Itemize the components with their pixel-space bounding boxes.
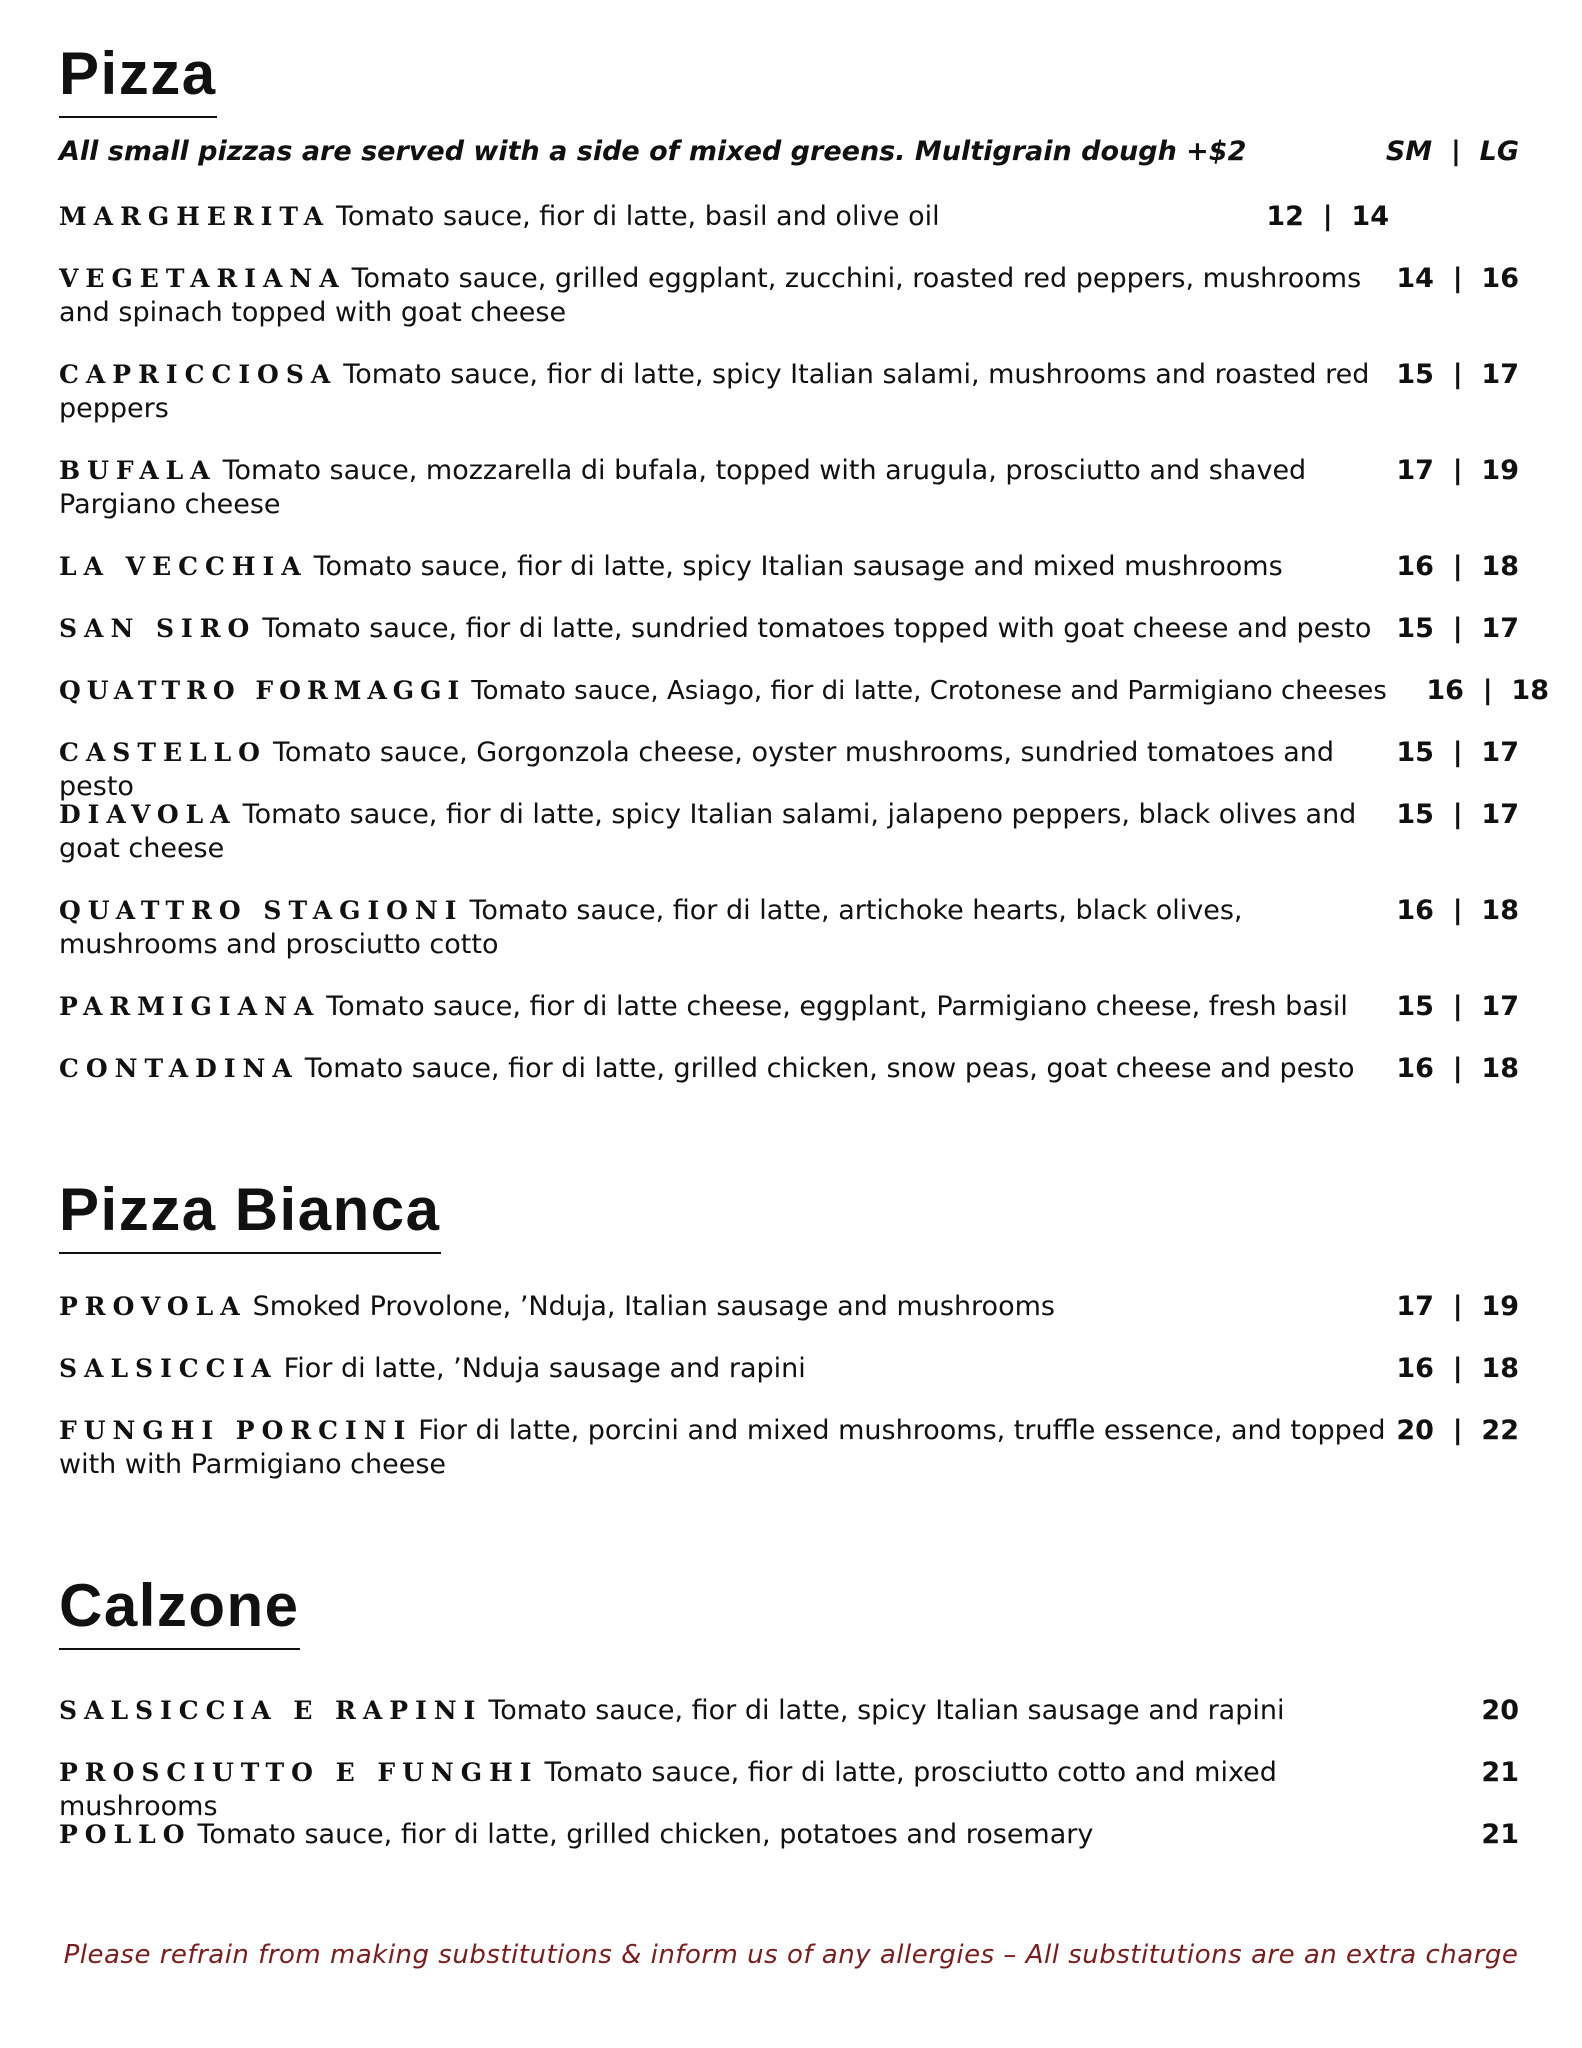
- menu-item-text: [59, 1352, 1389, 1386]
- menu-item-desc: Tomato sauce, fior di latte, sundried tomatoes topped with goat cheese and pesto: [262, 613, 1372, 644]
- calzone-heading: Calzone: [59, 1576, 300, 1650]
- menu-item-name: PARMIGIANA: [59, 992, 321, 1021]
- menu-item-price: 17 | 19: [1396, 455, 1519, 486]
- menu-item-desc: Tomato sauce, fior di latte, basil and olive oil: [335, 201, 940, 232]
- menu-item-price: 16 | 18: [1396, 1353, 1519, 1384]
- menu-item-price: 16 | 18: [1396, 551, 1519, 582]
- menu-item-price: 17 | 19: [1396, 1291, 1519, 1322]
- pizza-note: All small pizzas are served with a side of mixed greens. Multigrain dough +$2: [59, 136, 1247, 167]
- menu-item-desc: Tomato sauce, fior di latte, prosciutto cotto and mixed mushrooms: [59, 1757, 1277, 1822]
- menu-item-name: POLLO: [59, 1820, 192, 1849]
- menu-item-desc: Tomato sauce, fior di latte, spicy Italian sausage and mixed mushrooms: [313, 551, 1283, 582]
- menu-item-name: CONTADINA: [59, 1054, 299, 1083]
- menu-item-text: [59, 262, 1389, 330]
- menu-item-text: [59, 1052, 1389, 1086]
- menu-item-name: SAN SIRO: [59, 614, 257, 643]
- menu-item: [59, 1694, 1519, 1728]
- pizza-note-row: [59, 136, 1519, 167]
- menu-item: [59, 798, 1519, 866]
- menu-item: [59, 674, 1549, 708]
- menu-item-desc: Tomato sauce, fior di latte, spicy Italian sausage and rapini: [488, 1695, 1285, 1726]
- menu-item-price: 16 | 18: [1396, 895, 1519, 926]
- menu-item-desc: Fior di latte, porcini and mixed mushrooms, truffle essence, and topped with with Parmigiano cheese: [59, 1415, 1386, 1480]
- menu-item: [59, 736, 1519, 804]
- menu-item-desc: Tomato sauce, fior di latte, grilled chicken, potatoes and rosemary: [197, 1819, 1094, 1850]
- menu-item-desc: Smoked Provolone, ’Nduja, Italian sausage and mushrooms: [252, 1291, 1055, 1322]
- menu-item-text: [59, 550, 1389, 584]
- menu-item-name: QUATTRO STAGIONI: [59, 896, 464, 925]
- menu-item-name: MARGHERITA: [59, 202, 330, 231]
- menu-item-text: [59, 200, 1389, 234]
- menu-item-name: PROSCIUTTO E FUNGHI: [59, 1758, 539, 1787]
- menu-item-name: SALSICCIA: [59, 1354, 278, 1383]
- menu-item-price: 15 | 17: [1396, 613, 1519, 644]
- menu-item-name: LA VECCHIA: [59, 552, 308, 581]
- menu-item-text: [59, 894, 1389, 962]
- menu-item-price: 15 | 17: [1396, 359, 1519, 390]
- menu-item-desc: Fior di latte, ’Nduja sausage and rapini: [283, 1353, 806, 1384]
- menu-item: [59, 1290, 1519, 1324]
- pizza-heading: Pizza: [59, 44, 217, 118]
- menu-item: [59, 262, 1519, 330]
- menu-item-name: SALSICCIA E RAPINI: [59, 1696, 483, 1725]
- menu-item: [59, 550, 1519, 584]
- menu-item-price: 15 | 17: [1396, 799, 1519, 830]
- menu-item-price: 15 | 17: [1396, 991, 1519, 1022]
- menu-item-text: [59, 358, 1389, 426]
- menu-item-text: [59, 454, 1389, 522]
- menu-item-text: [59, 798, 1389, 866]
- menu-item-name: FUNGHI PORCINI: [59, 1416, 413, 1445]
- footer-notice: Please refrain from making substitutions & inform us of any allergies – All substitutions are an extra charge: [63, 1940, 1519, 1970]
- menu-item-price: 16 | 18: [1426, 675, 1549, 706]
- menu-item-desc: Tomato sauce, mozzarella di bufala, topped with arugula, prosciutto and shaved Pargiano cheese: [59, 455, 1307, 520]
- menu-item: [59, 1756, 1519, 1824]
- menu-item-name: VEGETARIANA: [59, 264, 346, 293]
- menu-item: [59, 612, 1519, 646]
- pizza-section: [59, 40, 1519, 167]
- menu-item-name: QUATTRO FORMAGGI: [59, 676, 466, 705]
- menu-item-desc: Tomato sauce, fior di latte cheese, eggplant, Parmigiano cheese, fresh basil: [326, 991, 1348, 1022]
- menu-item: [59, 358, 1519, 426]
- menu-item: [59, 1052, 1519, 1086]
- menu-item-text: [59, 1694, 1389, 1728]
- menu-item-price: 20 | 22: [1396, 1415, 1519, 1446]
- menu-item-text: [59, 990, 1389, 1024]
- menu-item: [59, 894, 1519, 962]
- menu-item-text: [59, 1756, 1389, 1824]
- menu-item-text: [59, 736, 1389, 804]
- menu-item-text: [59, 1290, 1389, 1324]
- menu-item: [59, 1414, 1519, 1482]
- menu-item-price: 15 | 17: [1396, 737, 1519, 768]
- menu-item-name: BUFALA: [59, 456, 217, 485]
- menu-item: [59, 1818, 1519, 1852]
- menu-item-desc: Tomato sauce, fior di latte, spicy Italian salami, mushrooms and roasted red peppers: [59, 359, 1370, 424]
- menu-item-name: DIAVOLA: [59, 800, 237, 829]
- menu-item-price: 16 | 18: [1396, 1053, 1519, 1084]
- bianca-heading: Pizza Bianca: [59, 1180, 441, 1254]
- menu-item-price: 14 | 16: [1396, 263, 1519, 294]
- menu-item-text: [59, 1818, 1389, 1852]
- menu-item-name: PROVOLA: [59, 1292, 247, 1321]
- menu-item-desc: Tomato sauce, Gorgonzola cheese, oyster mushrooms, sundried tomatoes and pesto: [59, 737, 1335, 802]
- menu-item: [59, 990, 1519, 1024]
- menu-item-price: 21: [1481, 1819, 1519, 1850]
- menu-item-name: CAPRICCIOSA: [59, 360, 338, 389]
- menu-item-desc: Tomato sauce, fior di latte, spicy Italian salami, jalapeno peppers, black olives and goat cheese: [59, 799, 1357, 864]
- menu-item: [59, 1352, 1519, 1386]
- menu-item-desc: Tomato sauce, fior di latte, artichoke hearts, black olives, mushrooms and prosciutto cotto: [59, 895, 1243, 960]
- menu-item-text: [59, 612, 1389, 646]
- menu-item-desc: Tomato sauce, fior di latte, grilled chicken, snow peas, goat cheese and pesto: [304, 1053, 1355, 1084]
- menu-item-desc: Tomato sauce, grilled eggplant, zucchini, roasted red peppers, mushrooms and spinach topped with goat cheese: [59, 263, 1362, 328]
- bianca-section: [59, 1176, 1519, 1254]
- menu-item: [59, 200, 1389, 234]
- menu-item-name: CASTELLO: [59, 738, 267, 767]
- menu-item-price: 12 | 14: [1266, 201, 1389, 232]
- menu-item: [59, 454, 1519, 522]
- menu-item-price: 21: [1481, 1757, 1519, 1788]
- menu-item-desc: Tomato sauce, Asiago, fior di latte, Crotonese and Parmigiano cheeses: [471, 676, 1387, 706]
- menu-item-price: 20: [1481, 1695, 1519, 1726]
- menu-item-text: [59, 1414, 1389, 1482]
- menu-item-text: [59, 674, 1419, 708]
- size-columns-label: SM | LG: [1385, 136, 1519, 167]
- calzone-section: [59, 1572, 1519, 1650]
